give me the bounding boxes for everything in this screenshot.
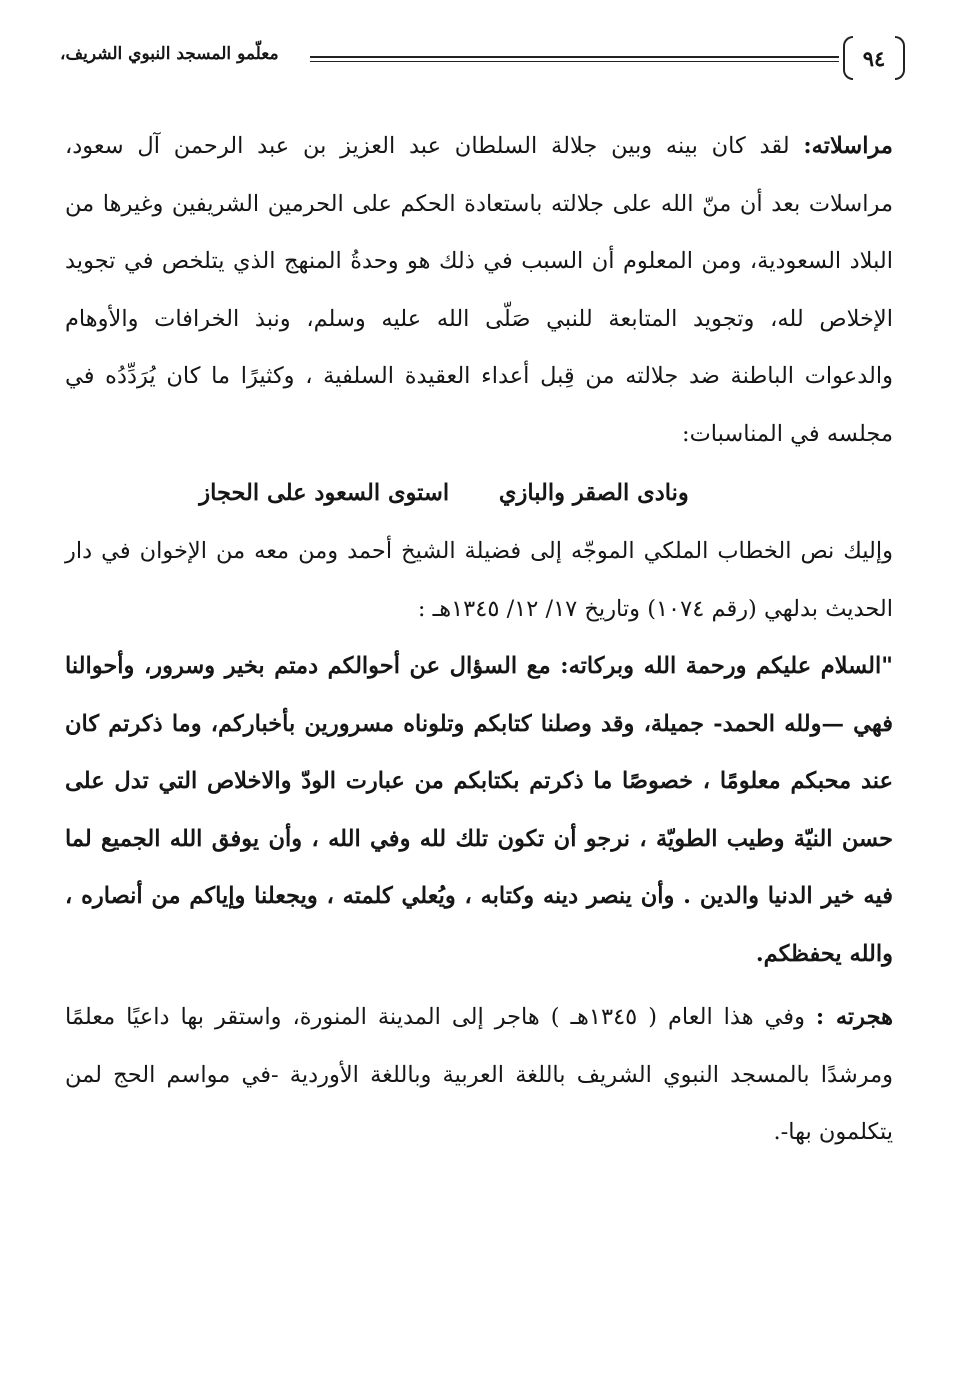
verse-hemistich-2: استوى السعود على الحجاز	[199, 480, 450, 506]
poetry-verse	[65, 463, 893, 523]
page-number: ٩٤	[862, 45, 886, 71]
royal-letter-quote: "السلام عليكم ورحمة الله وبركاته: مع السؤال عن أحوالكم دمتم بخير وسرور، وأحوالنا فهي —ولله الحمد- جميلة، وقد وصلنا كتابكم وتلوناه مسرورين بأخباركم، وما ذكرتم كان عند محبكم معلومًا ، خصوصًا ما ذكرتم بكتابكم من عبارت الودّ والاخلاص التي تدل على حسن النيّة وطيب الطويّة ، نرجو أن تكون تلك لله وفي الله ، وأن يوفق الله الجميع لما فيه خير الدنيا والدين . وأن ينصر دينه وكتابه ، ويُعلي كلمته ، ويجعلنا وإياكم من أنصاره ، والله يحفظكم.	[65, 653, 893, 967]
verse-hemistich-1: ونادى الصقر والبازي	[498, 480, 689, 506]
running-head: معلّمو المسجد النبوي الشريف،	[60, 44, 279, 64]
page-number-frame	[843, 36, 905, 80]
page-header	[60, 34, 905, 90]
correspondence-text: لقد كان بينه وبين جلالة السلطان عبد العزيز بن عبد الرحمن آل سعود، مراسلات بعد أن منّ الله على جلالته باستعادة الحكم على الحرمين الشريفين وغيرها من البلاد السعودية، ومن المعلوم أن السبب في ذلك هو وحدةُ المنهج الذي يتلخص في تجويد الإخلاص لله، وتجويد المتابعة للنبي صَلّى الله عليه وسلم، ونبذ الخرافات والأوهام والدعوات الباطنة ضد جلالته من قِبل أعداء العقيدة السلفية ، وكثيرًا ما كان يُرَدِّدُه في مجلسه في المناسبات:	[65, 133, 893, 447]
header-rule	[310, 56, 839, 62]
correspondence-paragraph	[65, 118, 893, 463]
letter-intro-paragraph: وإليك نص الخطاب الملكي الموجّه إلى فضيلة الشيخ أحمد ومن معه من الإخوان في دار الحديث بدلهي (رقم ١٠٧٤) وتاريخ ١٧/ ١٢/ ١٣٤٥هـ :	[65, 538, 893, 622]
correspondence-heading: مراسلاته:	[803, 133, 893, 159]
bracket-right-icon	[895, 36, 905, 80]
migration-text: وفي هذا العام ( ١٣٤٥هـ ) هاجر إلى المدينة المنورة، واستقر بها داعيًا معلمًا ومرشدًا بالمسجد النبوي الشريف باللغة العربية وباللغة الأوردية -في مواسم الحج لمن يتكلمون بها-.	[65, 1004, 893, 1145]
bracket-left-icon	[843, 36, 853, 80]
page-body	[65, 118, 893, 1162]
migration-heading: هجرته :	[815, 1004, 893, 1030]
migration-paragraph	[65, 989, 893, 1162]
